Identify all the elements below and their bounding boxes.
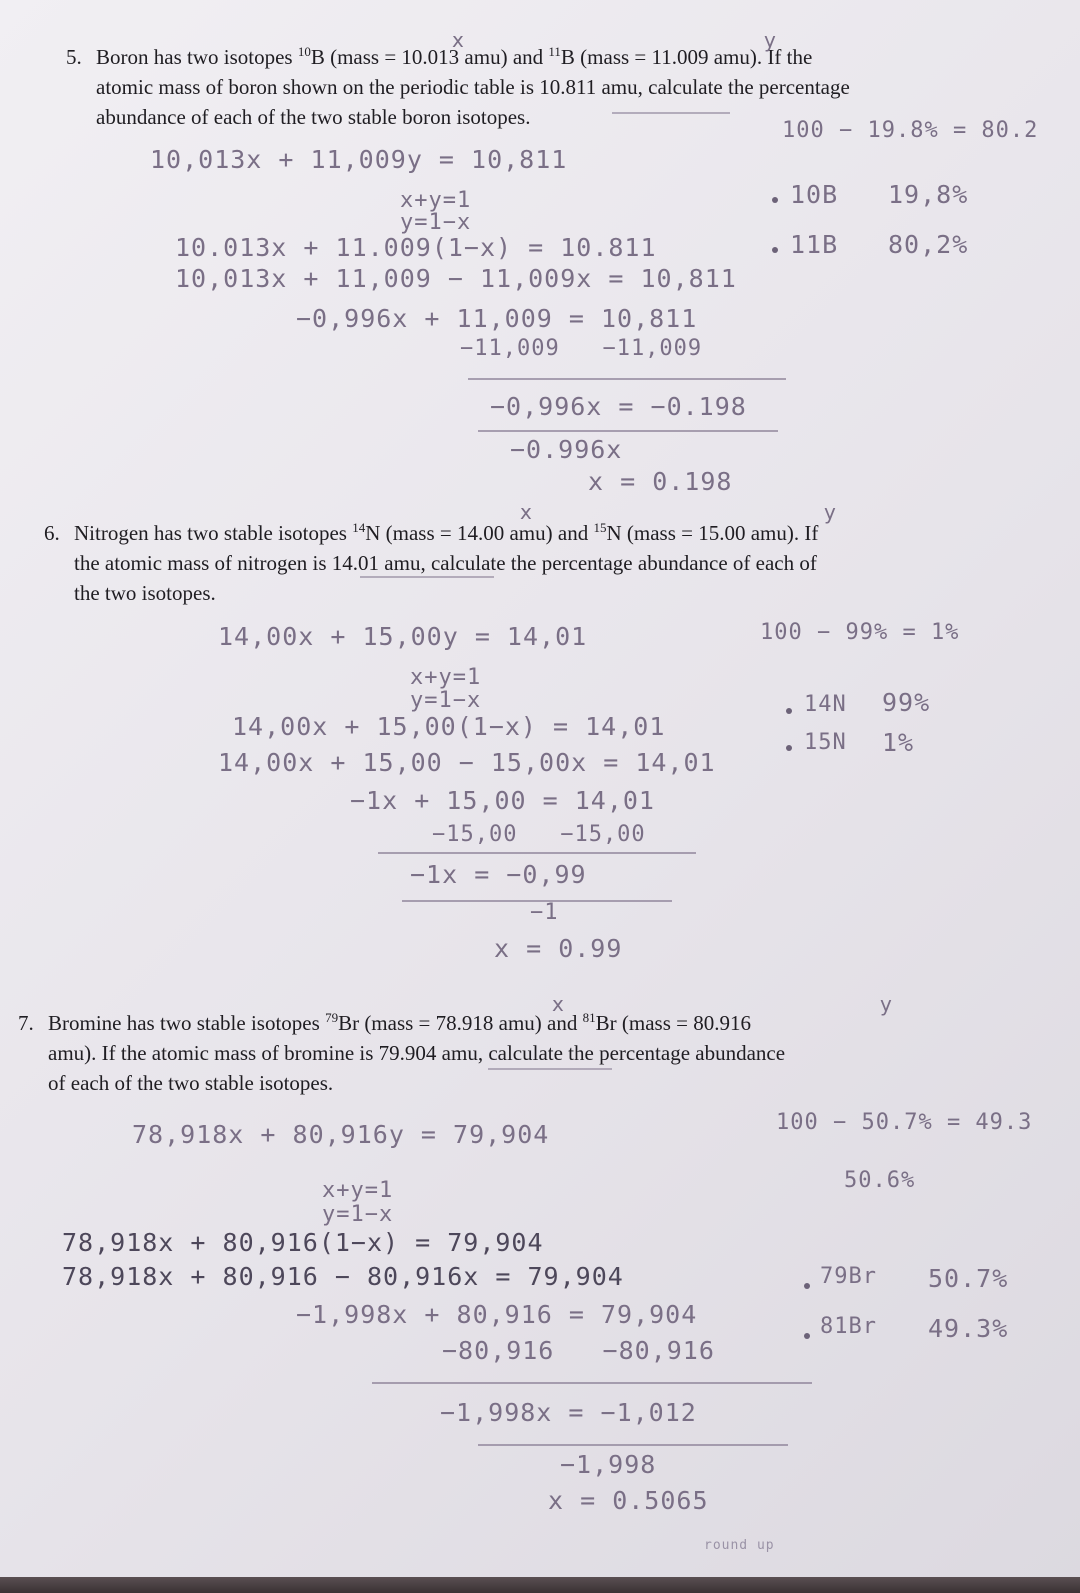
result-value: 19,8% xyxy=(888,180,969,209)
work-step: 14,00x + 15,00 − 15,00x = 14,01 xyxy=(218,748,716,777)
question-number: 5. xyxy=(66,45,82,69)
underline xyxy=(360,576,494,578)
bullet xyxy=(772,247,778,253)
underline xyxy=(612,112,730,114)
result-isotope: 79Br xyxy=(820,1264,877,1289)
work-divider xyxy=(378,852,696,854)
question-7 xyxy=(18,1008,988,1098)
complement-calc: 100 − 99% = 1% xyxy=(760,620,960,645)
work-step: 10.013x + 11.009(1−x) = 10.811 xyxy=(175,233,657,262)
table-edge xyxy=(0,1577,1080,1593)
work-step: 78,918x + 80,916 − 80,916x = 79,904 xyxy=(62,1262,624,1291)
result-isotope: 10B xyxy=(790,180,839,209)
var-x-mark: x xyxy=(552,992,564,1016)
var-y-mark: y xyxy=(880,992,892,1016)
work-step: x+y=1 xyxy=(322,1178,394,1203)
work-step: x = 0.198 xyxy=(588,467,733,496)
work-step: y=1−x xyxy=(400,210,472,235)
complement-calc: 100 − 50.7% = 49.3 xyxy=(776,1110,1033,1135)
result-value: 99% xyxy=(882,688,931,717)
work-step: 10,013x + 11,009 − 11,009x = 10,811 xyxy=(175,264,737,293)
work-divider xyxy=(372,1382,812,1384)
question-line-1: Nitrogen has two stable isotopes $^{14}$N (mass = 14.00 amu) and $^{15}$N (mass = 15.00 amu). If xyxy=(74,520,819,545)
question-line-2: the atomic mass of nitrogen is 14.01 amu, calculate the percentage abundance of each of xyxy=(74,551,817,575)
rounding-note: round up xyxy=(704,1538,775,1553)
question-number: 6. xyxy=(44,521,60,545)
var-x-mark: x xyxy=(452,28,464,52)
question-number: 7. xyxy=(18,1011,34,1035)
work-step: 78,918x + 80,916y = 79,904 xyxy=(132,1120,550,1149)
result-isotope: 15N xyxy=(804,730,847,755)
bullet xyxy=(804,1333,810,1339)
bullet xyxy=(786,708,792,714)
question-line-3: abundance of each of the two stable boron isotopes. xyxy=(96,105,531,129)
work-divider xyxy=(478,430,778,432)
work-divider xyxy=(468,378,786,380)
question-line-1: Boron has two isotopes $^{10}$B (mass = 10.013 amu) and $^{11}$B (mass = 11.009 amu). If the xyxy=(96,44,813,69)
work-step: −80,916 −80,916 xyxy=(442,1336,715,1365)
question-line-2: amu). If the atomic mass of bromine is 79.904 amu, calculate the percentage abundance xyxy=(48,1041,786,1065)
work-step: −1 xyxy=(530,900,559,925)
result-isotope: 14N xyxy=(804,692,847,717)
result-value: 50.7% xyxy=(928,1264,1009,1293)
question-line-1: Bromine has two stable isotopes $^{79}$Br (mass = 78.918 amu) and $^{81}$Br (mass = 80.916 xyxy=(48,1010,751,1035)
work-step: −1x + 15,00 = 14,01 xyxy=(350,786,655,815)
var-y-mark: y xyxy=(824,500,836,524)
work-step: −0,996x + 11,009 = 10,811 xyxy=(296,304,698,333)
work-step: 14,00x + 15,00(1−x) = 14,01 xyxy=(232,712,666,741)
question-line-3: of each of the two stable isotopes. xyxy=(48,1071,334,1095)
work-step: −1,998x = −1,012 xyxy=(440,1398,697,1427)
work-step: y=1−x xyxy=(410,688,482,713)
result-isotope: 81Br xyxy=(820,1314,877,1339)
var-y-mark: y xyxy=(764,28,776,52)
work-step: y=1−x xyxy=(322,1202,394,1227)
bullet xyxy=(772,197,778,203)
work-step: −11,009 −11,009 xyxy=(460,336,703,361)
work-step: x+y=1 xyxy=(400,188,472,213)
result-value: 80,2% xyxy=(888,230,969,259)
question-6 xyxy=(44,518,984,608)
work-step: 14,00x + 15,00y = 14,01 xyxy=(218,622,588,651)
result-value: 1% xyxy=(882,728,915,757)
bullet xyxy=(786,745,792,751)
work-divider xyxy=(478,1444,788,1446)
work-step: 10,013x + 11,009y = 10,811 xyxy=(150,145,568,174)
work-step: 78,918x + 80,916(1−x) = 79,904 xyxy=(62,1228,544,1257)
work-step: −1x = −0,99 xyxy=(410,860,587,889)
bullet xyxy=(804,1283,810,1289)
question-line-2: atomic mass of boron shown on the periodic table is 10.811 amu, calculate the percentage xyxy=(96,75,850,99)
result-isotope: 11B xyxy=(790,230,839,259)
work-step: x = 0.99 xyxy=(494,934,623,963)
work-step: −0.996x xyxy=(510,435,623,464)
work-step: −1,998 xyxy=(560,1450,657,1479)
result-value: 49.3% xyxy=(928,1314,1009,1343)
percent-note: 50.6% xyxy=(844,1168,916,1193)
var-x-mark: x xyxy=(520,500,532,524)
complement-calc: 100 − 19.8% = 80.2 xyxy=(782,118,1039,143)
work-step: −1,998x + 80,916 = 79,904 xyxy=(296,1300,698,1329)
underline xyxy=(488,1068,612,1070)
work-step: −0,996x = −0.198 xyxy=(490,392,747,421)
work-step: x+y=1 xyxy=(410,665,482,690)
work-step: −15,00 −15,00 xyxy=(432,822,646,847)
question-line-3: the two isotopes. xyxy=(74,581,216,605)
work-step: x = 0.5065 xyxy=(548,1486,709,1515)
